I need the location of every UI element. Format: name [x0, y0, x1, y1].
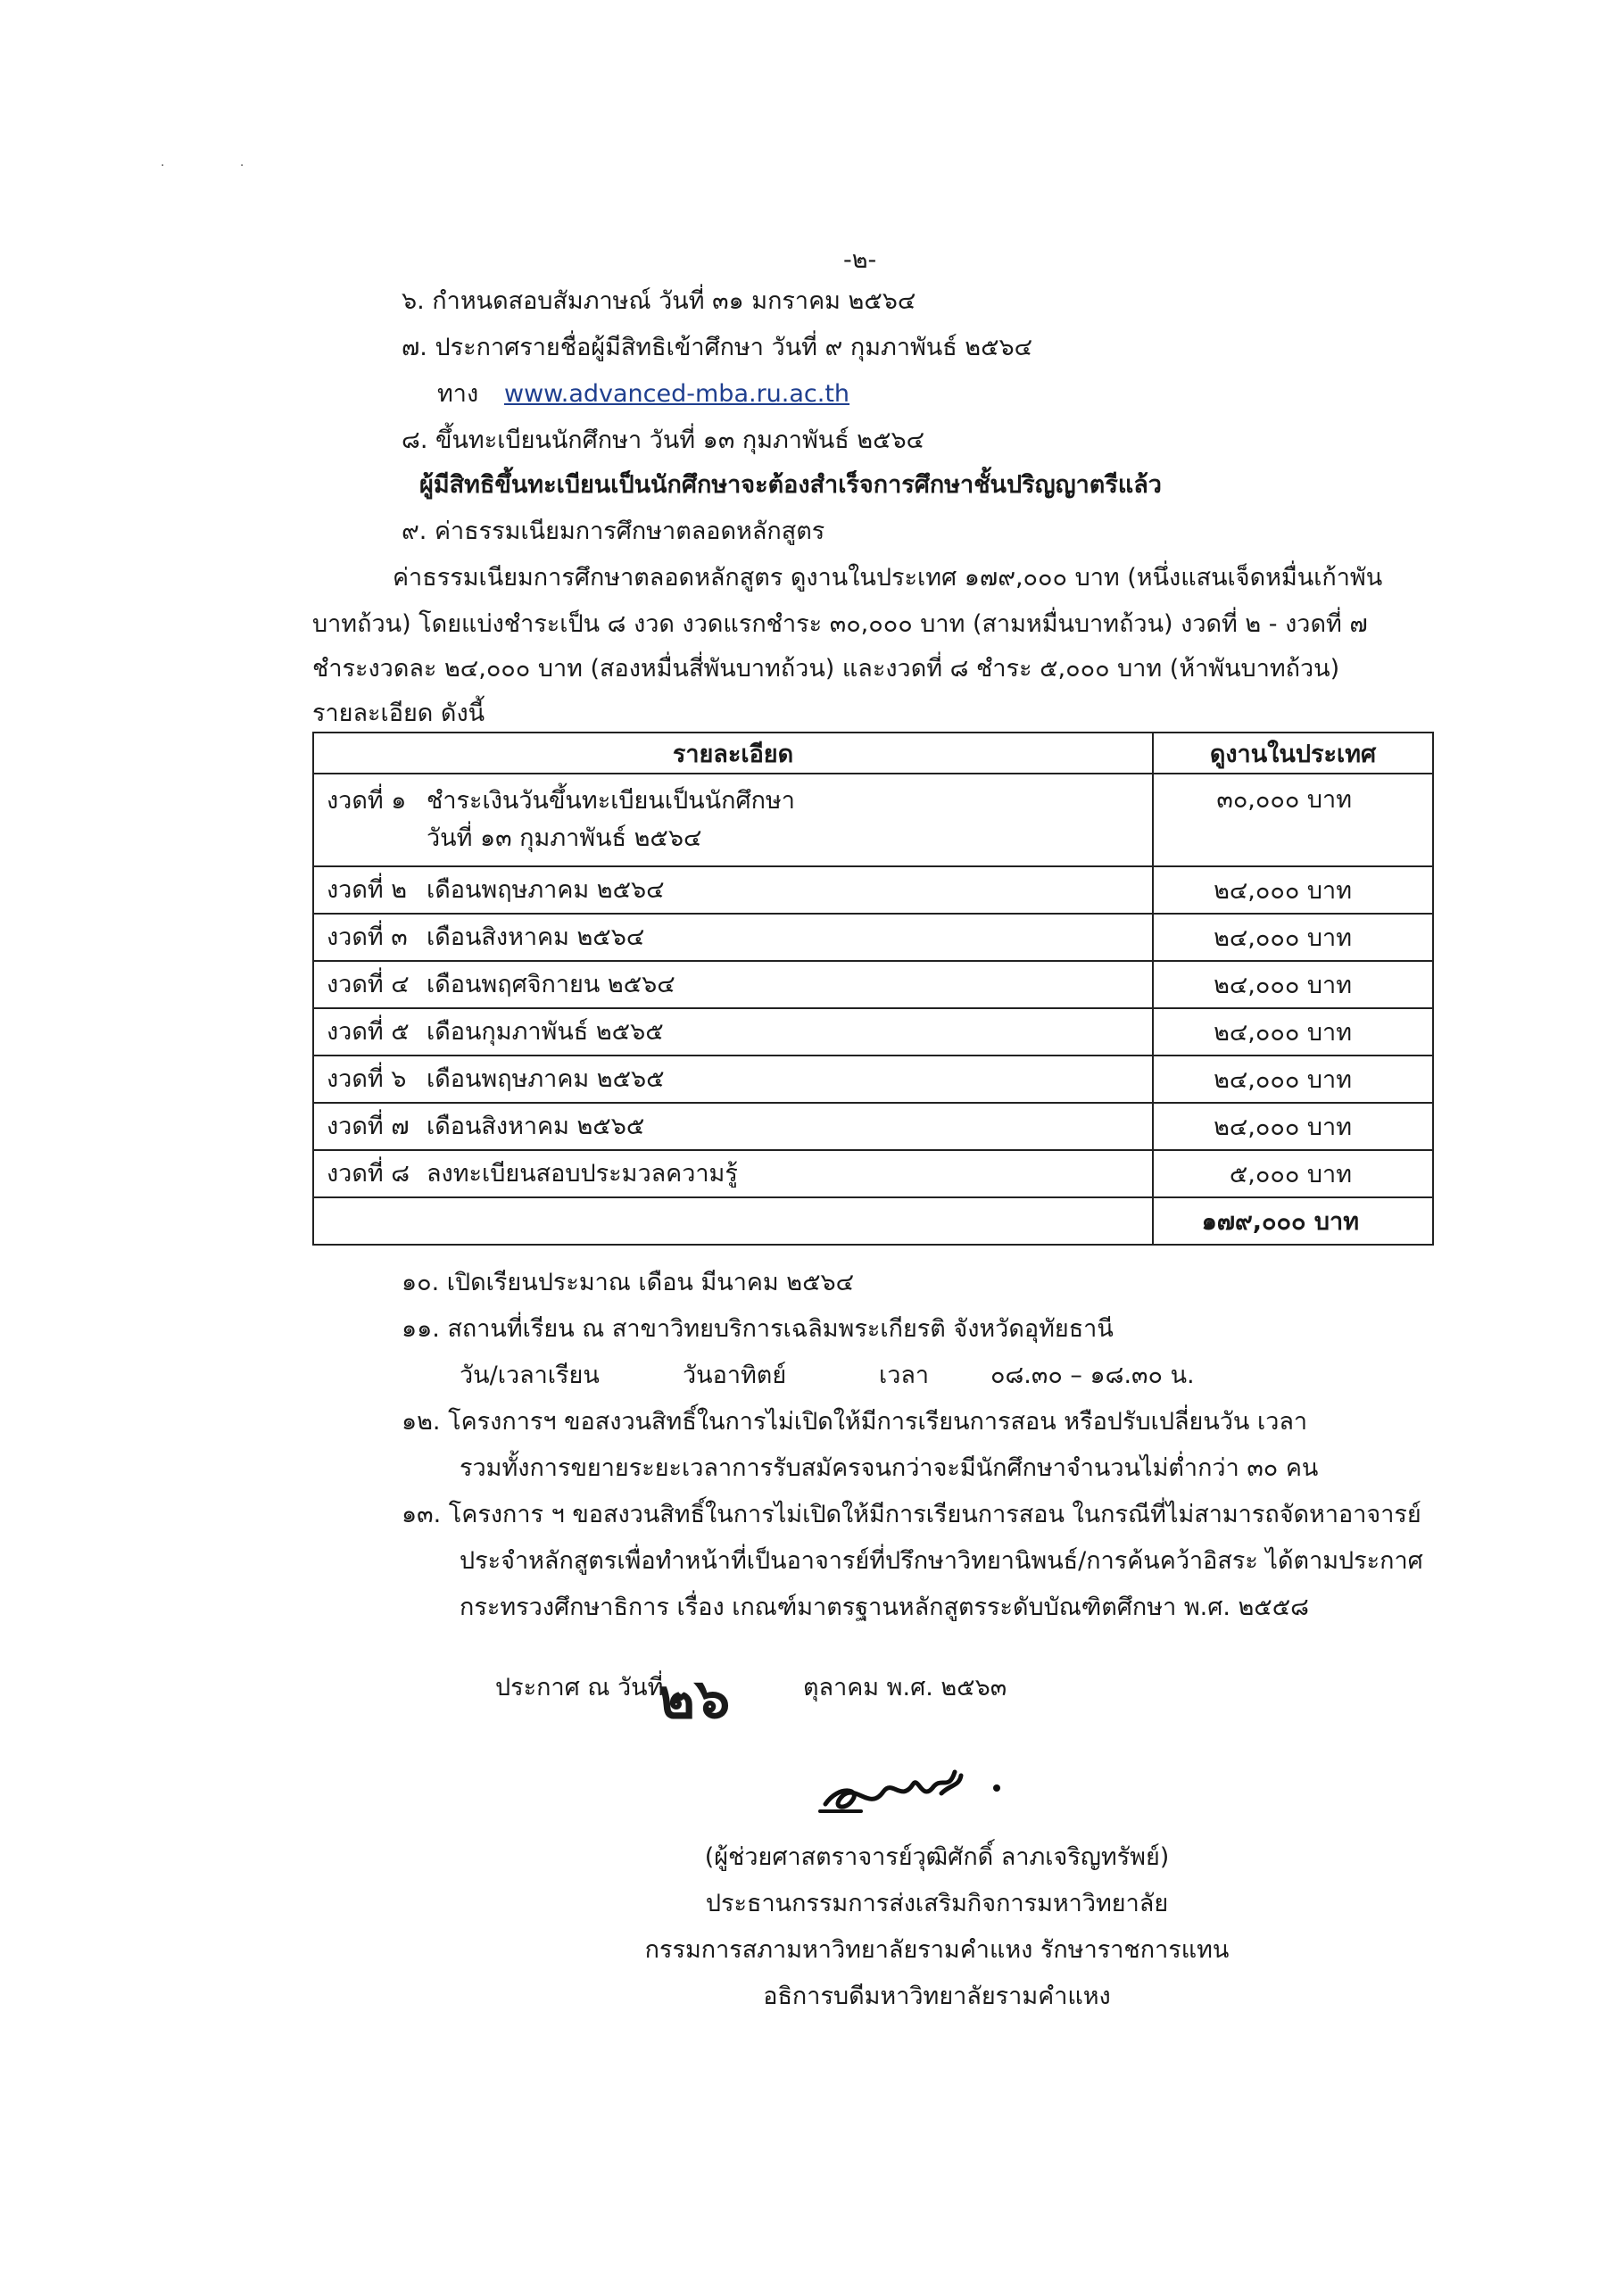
row-prefix: งวดที่ ๘ — [327, 1159, 410, 1188]
item-11-time-label: เวลา — [879, 1362, 930, 1389]
row-amount: ๒๔,๐๐๐ บาท — [1153, 1008, 1433, 1056]
signatory-position-2: กรรมการสภามหาวิทยาลัยรามคำแหง รักษาราชการแทน — [644, 1936, 1230, 1964]
table-row — [313, 1150, 1433, 1197]
item-7: ๗. ประกาศรายชื่อผู้มีสิทธิเข้าศึกษา วันที่ ๙ กุมภาพันธ์ ๒๕๖๔ — [402, 334, 1033, 361]
announcement-month-year: ตุลาคม พ.ศ. ๒๕๖๓ — [803, 1674, 1007, 1701]
header-domestic-study: ดูงานในประเทศ — [1153, 733, 1433, 774]
signatory-position-1: ประธานกรรมการส่งเสริมกิจการมหาวิทยาลัย — [705, 1890, 1169, 1917]
table-header-row — [313, 733, 1433, 774]
row-amount: ๒๔,๐๐๐ บาท — [1153, 961, 1433, 1008]
item-9-paragraph-line2: บาทถ้วน) โดยแบ่งชำระเป็น ๘ งวด งวดแรกชำระ ๓๐,๐๐๐ บาท (สามหมื่นบาทถ้วน) งวดที่ ๒ - งวดที่ ๗ — [312, 610, 1368, 638]
item-7-via: ทาง — [437, 380, 479, 408]
row-prefix: งวดที่ ๕ — [327, 1017, 410, 1046]
row-details — [313, 774, 1153, 866]
total-empty-cell — [313, 1197, 1153, 1245]
signatory-position-3: อธิการบดีมหาวิทยาลัยรามคำแหง — [763, 1983, 1111, 2010]
row-details — [313, 1008, 1153, 1056]
row-amount: ๒๔,๐๐๐ บาท — [1153, 866, 1433, 914]
row-desc: ลงทะเบียนสอบประมวลความรู้ — [427, 1159, 738, 1188]
item-11-time: ๐๘.๓๐ – ๑๘.๓๐ น. — [990, 1362, 1195, 1389]
row-amount: ๒๔,๐๐๐ บาท — [1153, 914, 1433, 961]
row-desc: เดือนพฤษภาคม ๒๕๖๔ — [427, 875, 665, 904]
row-details — [313, 1150, 1153, 1197]
row-desc: เดือนพฤศจิกายน ๒๕๖๔ — [427, 970, 675, 998]
scan-specks: · · — [161, 159, 280, 173]
item-9: ๙. ค่าธรรมเนียมการศึกษาตลอดหลักสูตร — [402, 517, 825, 545]
table-row — [313, 866, 1433, 914]
row-details — [313, 914, 1153, 961]
row-desc: ชำระเงินวันขึ้นทะเบียนเป็นนักศึกษา — [427, 787, 795, 815]
item-9-paragraph-line4: รายละเอียด ดังนี้ — [312, 700, 485, 727]
row-details — [313, 961, 1153, 1008]
item-13-line3: กระทรวงศึกษาธิการ เรื่อง เกณฑ์มาตรฐานหลักสูตรระดับบัณฑิตศึกษา พ.ศ. ๒๕๕๘ — [460, 1594, 1310, 1621]
row-amount: ๒๔,๐๐๐ บาท — [1153, 1056, 1433, 1103]
table-total-row — [313, 1197, 1433, 1245]
row-prefix: งวดที่ ๖ — [327, 1064, 407, 1093]
row-details — [313, 1103, 1153, 1150]
item-6: ๖. กำหนดสอบสัมภาษณ์ วันที่ ๓๑ มกราคม ๒๕๖๔ — [402, 287, 916, 315]
row-desc: เดือนพฤษภาคม ๒๕๖๕ — [427, 1064, 665, 1093]
row-details — [313, 1056, 1153, 1103]
table-row — [313, 1103, 1433, 1150]
total-amount: ๑๗๙,๐๐๐ บาท — [1153, 1197, 1433, 1245]
fee-table — [312, 732, 1434, 1246]
row-desc: เดือนกุมภาพันธ์ ๒๕๖๕ — [427, 1017, 664, 1046]
item-9-paragraph-line3: ชำระงวดละ ๒๔,๐๐๐ บาท (สองหมื่นสี่พันบาทถ้วน) และงวดที่ ๘ ชำระ ๕,๐๐๐ บาท (ห้าพันบาทถ้วน) — [312, 655, 1340, 683]
page-number: -๒- — [843, 246, 877, 274]
item-8: ๘. ขึ้นทะเบียนนักศึกษา วันที่ ๑๓ กุมภาพันธ์ ๒๕๖๔ — [402, 426, 925, 454]
announcement-day: ๒๖ — [659, 1666, 731, 1731]
row-desc: เดือนสิงหาคม ๒๕๖๕ — [427, 1112, 645, 1140]
item-10: ๑๐. เปิดเรียนประมาณ เดือน มีนาคม ๒๕๖๔ — [402, 1269, 855, 1296]
row-amount: ๒๔,๐๐๐ บาท — [1153, 1103, 1433, 1150]
item-12-line2: รวมทั้งการขยายระยะเวลาการรับสมัครจนกว่าจะมีนักศึกษาจำนวนไม่ต่ำกว่า ๓๐ คน — [460, 1454, 1319, 1482]
table-row — [313, 774, 1433, 866]
table-row — [313, 914, 1433, 961]
row-prefix: งวดที่ ๗ — [327, 1112, 410, 1140]
website-link[interactable]: www.advanced-mba.ru.ac.th — [504, 380, 850, 408]
header-details: รายละเอียด — [313, 733, 1153, 774]
row-desc-line2: วันที่ ๑๓ กุมภาพันธ์ ๒๕๖๔ — [427, 824, 702, 852]
row-details — [313, 866, 1153, 914]
row-prefix: งวดที่ ๓ — [327, 923, 408, 951]
row-amount: ๓๐,๐๐๐ บาท — [1153, 774, 1433, 866]
table-row — [313, 1056, 1433, 1103]
row-amount: ๕,๐๐๐ บาท — [1153, 1150, 1433, 1197]
signatory-name: (ผู้ช่วยศาสตราจารย์วุฒิศักดิ์ ลาภเจริญทรัพย์) — [704, 1843, 1170, 1871]
handwritten-signature — [808, 1749, 1040, 1829]
item-11: ๑๑. สถานที่เรียน ณ สาขาวิทยบริการเฉลิมพระเกียรติ จังหวัดอุทัยธานี — [402, 1315, 1114, 1343]
item-11-day: วันอาทิตย์ — [683, 1362, 787, 1389]
item-12-line1: ๑๒. โครงการฯ ขอสงวนสิทธิ์ในการไม่เปิดให้มีการเรียนการสอน หรือปรับเปลี่ยนวัน เวลา — [402, 1408, 1308, 1436]
item-8-note: ผู้มีสิทธิขึ้นทะเบียนเป็นนักศึกษาจะต้องสำเร็จการศึกษาชั้นปริญญาตรีแล้ว — [419, 471, 1162, 499]
table-row — [313, 961, 1433, 1008]
item-13-line2: ประจำหลักสูตรเพื่อทำหน้าที่เป็นอาจารย์ที่ปรึกษาวิทยานิพนธ์/การค้นคว้าอิสระ ได้ตามประกาศ — [460, 1547, 1423, 1575]
row-prefix: งวดที่ ๔ — [327, 970, 410, 998]
item-9-paragraph-line1: ค่าธรรมเนียมการศึกษาตลอดหลักสูตร ดูงานในประเทศ ๑๗๙,๐๐๐ บาท (หนึ่งแสนเจ็ดหมื่นเก้าพัน — [393, 564, 1383, 592]
announcement-prefix: ประกาศ ณ วันที่ — [495, 1674, 664, 1701]
row-desc: เดือนสิงหาคม ๒๕๖๔ — [427, 923, 645, 951]
item-11-label: วัน/เวลาเรียน — [460, 1362, 600, 1389]
row-prefix: งวดที่ ๒ — [327, 875, 408, 904]
row-prefix: งวดที่ ๑ — [327, 787, 407, 815]
table-row — [313, 1008, 1433, 1056]
item-13-line1: ๑๓. โครงการ ฯ ขอสงวนสิทธิ์ในการไม่เปิดให้มีการเรียนการสอน ในกรณีที่ไม่สามารถจัดหาอาจารย์ — [402, 1501, 1421, 1528]
